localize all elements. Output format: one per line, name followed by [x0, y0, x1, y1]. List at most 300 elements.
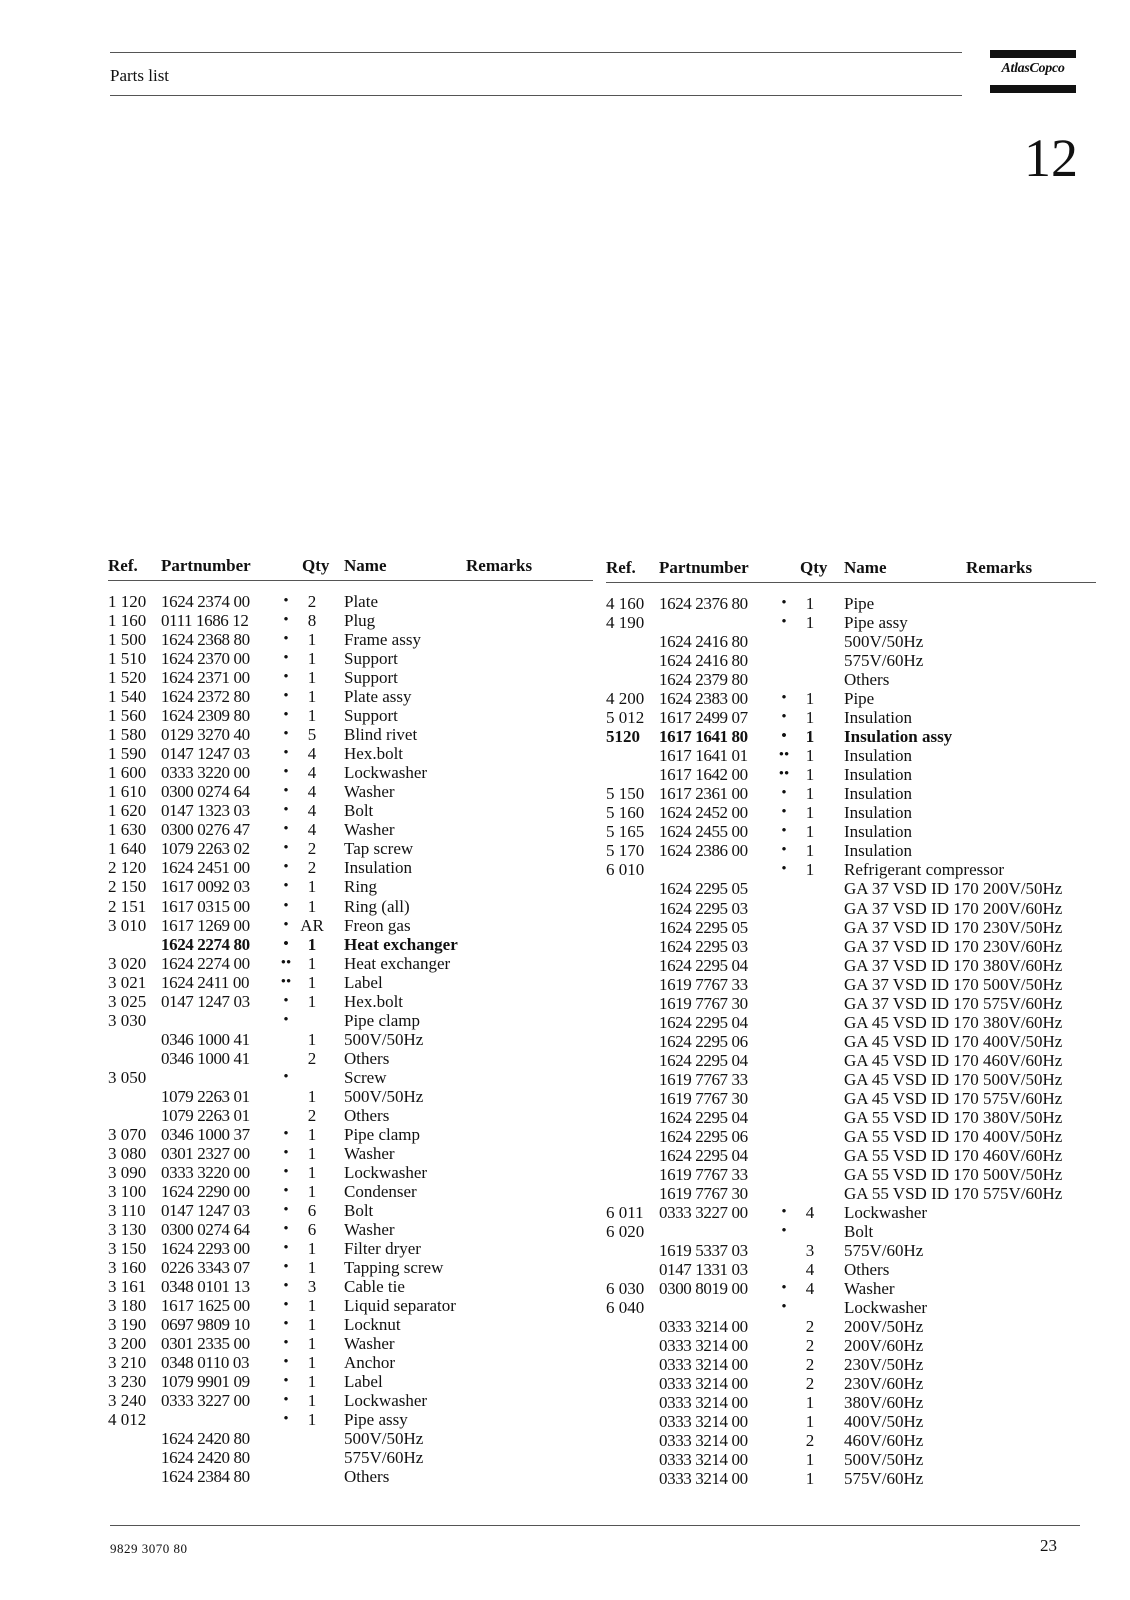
part-number-cell: 1624 2274 80	[161, 934, 250, 954]
marker-cell: •	[781, 690, 787, 707]
document-number: 9829 3070 80	[110, 1541, 188, 1556]
part-number-cell: 1619 5337 03	[659, 1241, 748, 1261]
part-number-cell: 0226 3343 07	[161, 1258, 250, 1278]
name-cell: 500V/50Hz	[844, 632, 924, 652]
ref-cell: 3 230	[108, 1372, 147, 1392]
name-cell: Plug	[344, 611, 376, 631]
name-cell: Insulation	[844, 765, 912, 785]
ref-cell: 1 500	[108, 630, 147, 650]
marker-cell: •	[283, 593, 289, 609]
part-number-cell: 1624 2371 00	[161, 668, 250, 688]
name-cell: Label	[344, 1372, 383, 1392]
marker-cell: •	[781, 785, 787, 802]
part-number-cell: 0111 1686 12	[161, 611, 249, 631]
ref-cell: 5 170	[606, 841, 645, 861]
qty-cell: 3	[805, 1241, 815, 1261]
marker-cell: •	[283, 1011, 289, 1028]
name-cell: Lockwasher	[344, 763, 428, 783]
part-number-cell: 1624 2295 06	[659, 1126, 748, 1146]
ref-cell: 4 012	[108, 1410, 147, 1430]
qty-cell: 1	[307, 972, 317, 992]
name-cell: Label	[344, 972, 383, 992]
part-number-cell: 1624 2416 80	[659, 651, 748, 671]
ref-cell: 6 010	[606, 860, 645, 880]
ref-cell: 2 151	[108, 896, 147, 916]
name-cell: Washer	[344, 1220, 395, 1240]
part-number-cell: 1079 2263 02	[161, 839, 250, 859]
name-cell: 575V/60Hz	[844, 1241, 924, 1261]
marker-cell: •	[283, 1240, 289, 1257]
qty-cell: 1	[307, 877, 317, 897]
name-cell: Lockwasher	[344, 1162, 428, 1182]
ref-cell: 3 190	[108, 1315, 147, 1335]
name-cell: Filter dryer	[344, 1239, 421, 1259]
part-number-cell: 0300 0276 47	[161, 820, 250, 840]
part-number-cell: 0333 3214 00	[659, 1450, 748, 1470]
part-number-cell: 0300 8019 00	[659, 1279, 748, 1299]
qty-cell: 1	[805, 841, 815, 861]
qty-cell: 8	[307, 611, 317, 631]
part-number-cell: 1617 0092 03	[161, 877, 250, 897]
marker-cell: •	[283, 764, 289, 781]
ref-cell: 3 160	[108, 1258, 147, 1278]
qty-cell: 1	[307, 1315, 317, 1335]
name-cell: Lockwasher	[844, 1203, 928, 1222]
marker-cell: •	[781, 861, 787, 878]
marker-cell: •	[283, 878, 289, 895]
marker-cell: •	[781, 804, 787, 821]
name-cell: 200V/50Hz	[844, 1317, 924, 1337]
name-cell: Tapping screw	[344, 1258, 444, 1278]
ref-cell: 1 620	[108, 801, 147, 821]
part-number-cell: 0147 1331 03	[659, 1260, 748, 1280]
qty-cell: 1	[307, 1372, 317, 1392]
name-cell: Liquid separator	[344, 1296, 456, 1316]
ref-cell: 4 200	[606, 689, 645, 709]
qty-cell: 6	[307, 1220, 317, 1240]
marker-cell: •	[283, 783, 289, 800]
part-number-cell: 0346 1000 37	[161, 1124, 250, 1144]
ref-cell: 1 640	[108, 839, 147, 859]
name-cell: Insulation	[844, 822, 912, 842]
name-cell: GA 37 VSD ID 170 380V/60Hz	[844, 955, 1063, 975]
part-number-cell: 1624 2295 04	[659, 1107, 748, 1127]
name-cell: GA 37 VSD ID 170 500V/50Hz	[844, 974, 1063, 994]
part-number-cell: 1619 7767 30	[659, 993, 748, 1013]
part-number-cell: 1624 2379 80	[659, 670, 748, 690]
part-number-cell: 0333 3214 00	[659, 1355, 748, 1375]
part-number-cell: 0333 3220 00	[161, 763, 250, 783]
name-cell: Insulation	[844, 708, 912, 728]
qty-cell: 1	[307, 1410, 317, 1430]
marker-cell: •	[283, 1221, 289, 1238]
part-number-cell: 0301 2335 00	[161, 1334, 250, 1354]
part-number-cell: 1624 2368 80	[161, 630, 250, 650]
name-cell: Washer	[344, 1143, 395, 1163]
header-name: Name	[344, 556, 387, 575]
part-number-cell: 0301 2327 00	[161, 1143, 250, 1163]
qty-cell: 2	[805, 1336, 815, 1356]
marker-cell: •	[283, 1182, 289, 1199]
qty-cell: 1	[805, 594, 815, 613]
part-number-cell: 0147 1323 03	[161, 801, 250, 821]
qty-cell: 1	[307, 668, 317, 688]
name-cell: Washer	[844, 1279, 895, 1299]
name-cell: Washer	[344, 782, 395, 802]
ref-cell: 3 161	[108, 1277, 147, 1297]
qty-cell: 2	[805, 1317, 815, 1337]
part-number-cell: 1624 2290 00	[161, 1181, 250, 1201]
name-cell: Bolt	[844, 1222, 874, 1242]
qty-cell: 1	[307, 649, 317, 669]
ref-cell: 1 540	[108, 687, 147, 707]
header-ref: Ref.	[606, 558, 636, 577]
ref-cell: 3 070	[108, 1124, 147, 1144]
ref-cell: 1 590	[108, 744, 147, 764]
qty-cell: 2	[307, 1105, 317, 1125]
header-qty: Qty	[302, 556, 330, 575]
marker-cell: •	[283, 1125, 289, 1142]
name-cell: Pipe assy	[844, 613, 908, 633]
name-cell: GA 37 VSD ID 170 200V/60Hz	[844, 898, 1063, 918]
name-cell: 575V/60Hz	[844, 1469, 924, 1489]
part-number-cell: 0300 0274 64	[161, 782, 250, 802]
part-number-cell: 1624 2420 80	[161, 1429, 250, 1449]
part-number-cell: 1624 2372 80	[161, 687, 250, 707]
qty-cell: 1	[307, 1143, 317, 1163]
name-cell: Pipe	[844, 689, 875, 709]
qty-cell: 1	[307, 630, 317, 650]
marker-cell: •	[283, 1144, 289, 1161]
ref-cell: 3 150	[108, 1239, 147, 1259]
ref-cell: 6 030	[606, 1279, 645, 1299]
qty-cell: 2	[307, 592, 317, 611]
name-cell: Heat exchanger	[344, 934, 458, 954]
qty-cell: 1	[307, 1124, 317, 1144]
header-rule	[108, 580, 593, 581]
part-number-cell: 1624 2309 80	[161, 706, 250, 726]
ref-cell: 3 025	[108, 991, 147, 1011]
name-cell: Locknut	[344, 1315, 401, 1335]
qty-cell: 4	[805, 1260, 815, 1280]
marker-cell: •	[781, 1280, 787, 1297]
qty-cell: 1	[307, 934, 317, 954]
part-number-cell: 0300 0274 64	[161, 1220, 250, 1240]
marker-cell: ••	[778, 766, 790, 783]
qty-cell: 2	[805, 1374, 815, 1394]
qty-cell: 4	[307, 820, 317, 840]
name-cell: Insulation	[844, 746, 912, 766]
name-cell: 200V/60Hz	[844, 1336, 924, 1356]
name-cell: 500V/50Hz	[344, 1029, 424, 1049]
part-number-cell: 1617 2499 07	[659, 708, 748, 728]
ref-cell: 3 240	[108, 1391, 147, 1411]
name-cell: Others	[344, 1105, 390, 1125]
part-number-cell: 0333 3214 00	[659, 1317, 748, 1337]
ref-cell: 4 190	[606, 613, 645, 633]
qty-cell: 1	[307, 1239, 317, 1259]
name-cell: Refrigerant compressor	[844, 860, 1005, 880]
name-cell: Insulation assy	[844, 727, 953, 747]
qty-cell: 1	[805, 860, 815, 880]
part-number-cell: 0147 1247 03	[161, 991, 250, 1011]
part-number-cell: 0333 3214 00	[659, 1393, 748, 1413]
marker-cell: •	[283, 935, 289, 952]
part-number-cell: 1624 2295 04	[659, 1012, 748, 1032]
ref-cell: 5120	[606, 727, 640, 747]
name-cell: Bolt	[344, 1201, 374, 1220]
qty-cell: 1	[307, 1181, 317, 1201]
header-bottom-rule	[110, 95, 962, 96]
qty-cell: 1	[805, 765, 815, 785]
part-number-cell: 0346 1000 41	[161, 1048, 250, 1068]
qty-cell: 1	[805, 689, 815, 709]
marker-cell: •	[781, 1299, 787, 1316]
name-cell: Ring (all)	[344, 896, 410, 916]
name-cell: 230V/60Hz	[844, 1374, 924, 1394]
logo-bottom-bar	[990, 85, 1076, 93]
name-cell: GA 45 VSD ID 170 380V/60Hz	[844, 1012, 1063, 1032]
header-part-number: Partnumber	[659, 558, 749, 577]
part-number-cell: 1617 1641 01	[659, 746, 748, 766]
marker-cell: •	[283, 688, 289, 705]
name-cell: GA 55 VSD ID 170 460V/60Hz	[844, 1145, 1063, 1165]
qty-cell: 3	[307, 1277, 317, 1297]
name-cell: Insulation	[844, 784, 912, 804]
name-cell: 230V/50Hz	[844, 1355, 924, 1375]
name-cell: Anchor	[344, 1353, 395, 1373]
part-number-cell: 0333 3227 00	[659, 1203, 748, 1222]
part-number-cell: 0333 3214 00	[659, 1374, 748, 1394]
part-number-cell: 1624 2295 04	[659, 1145, 748, 1165]
part-number-cell: 1624 2293 00	[161, 1239, 250, 1259]
ref-cell: 3 020	[108, 953, 147, 973]
part-number-cell: 1624 2451 00	[161, 858, 250, 878]
page-header-title: Parts list	[110, 66, 170, 85]
marker-cell: •	[781, 728, 787, 745]
qty-cell: 1	[805, 803, 815, 823]
qty-cell: 1	[805, 1412, 815, 1432]
marker-cell: •	[283, 821, 289, 838]
qty-cell: 1	[307, 1258, 317, 1278]
ref-cell: 3 100	[108, 1181, 147, 1201]
marker-cell: •	[781, 842, 787, 859]
part-number-cell: 1624 2295 06	[659, 1031, 748, 1051]
marker-cell: •	[283, 1202, 289, 1218]
ref-cell: 1 600	[108, 763, 147, 783]
part-number-cell: 1079 9901 09	[161, 1372, 250, 1392]
qty-cell: 2	[307, 858, 317, 878]
ref-cell: 6 040	[606, 1298, 645, 1318]
part-number-cell: 1624 2452 00	[659, 803, 748, 823]
name-cell: Hex.bolt	[344, 991, 404, 1011]
name-cell: Washer	[344, 1334, 395, 1354]
part-number-cell: 1624 2295 04	[659, 955, 748, 975]
name-cell: Condenser	[344, 1181, 417, 1201]
marker-cell: ••	[280, 973, 292, 990]
name-cell: GA 55 VSD ID 170 500V/50Hz	[844, 1164, 1063, 1184]
name-cell: Bolt	[344, 801, 374, 821]
qty-cell: 1	[307, 1029, 317, 1049]
qty-cell: 1	[307, 953, 317, 973]
name-cell: GA 45 VSD ID 170 460V/60Hz	[844, 1050, 1063, 1070]
part-number-cell: 1619 7767 33	[659, 974, 748, 994]
ref-cell: 4 160	[606, 594, 645, 613]
name-cell: Freon gas	[344, 915, 411, 935]
qty-cell: 1	[307, 1391, 317, 1411]
qty-cell: 4	[307, 801, 317, 821]
part-number-cell: 1619 7767 30	[659, 1183, 748, 1203]
name-cell: GA 55 VSD ID 170 575V/60Hz	[844, 1183, 1063, 1203]
footer-rule	[110, 1525, 1080, 1526]
marker-cell: ••	[280, 954, 292, 971]
chapter-number: 12	[1024, 128, 1078, 188]
part-number-cell: 1624 2411 00	[161, 972, 250, 992]
marker-cell: •	[283, 1163, 289, 1180]
part-number-cell: 1617 1625 00	[161, 1296, 250, 1316]
name-cell: GA 37 VSD ID 170 230V/60Hz	[844, 936, 1063, 956]
part-number-cell: 0333 3214 00	[659, 1469, 748, 1489]
name-cell: Lockwasher	[844, 1298, 928, 1318]
part-number-cell: 0346 1000 41	[161, 1029, 250, 1049]
marker-cell: •	[283, 1297, 289, 1314]
qty-cell: 1	[307, 687, 317, 707]
name-cell: GA 37 VSD ID 170 200V/50Hz	[844, 879, 1063, 899]
marker-cell: •	[283, 650, 289, 667]
name-cell: Insulation	[844, 841, 912, 861]
qty-cell: 1	[805, 1450, 815, 1470]
name-cell: Support	[344, 706, 398, 726]
part-number-cell: 1619 7767 33	[659, 1164, 748, 1184]
qty-cell: 1	[805, 708, 815, 728]
qty-cell: 2	[805, 1355, 815, 1375]
name-cell: 400V/50Hz	[844, 1412, 924, 1432]
part-number-cell: 1624 2295 03	[659, 898, 748, 918]
part-number-cell: 1624 2295 03	[659, 936, 748, 956]
part-number-cell: 1619 7767 30	[659, 1088, 748, 1108]
ref-cell: 3 110	[108, 1201, 146, 1220]
part-number-cell: 0129 3270 40	[161, 725, 250, 745]
marker-cell: •	[283, 1354, 289, 1371]
ref-cell: 1 510	[108, 649, 147, 669]
name-cell: 460V/60Hz	[844, 1431, 924, 1451]
qty-cell: 1	[805, 727, 815, 747]
marker-cell: •	[283, 897, 289, 914]
name-cell: 500V/50Hz	[344, 1086, 424, 1106]
ref-cell: 1 630	[108, 820, 147, 840]
part-number-cell: 0333 3220 00	[161, 1162, 250, 1182]
marker-cell: •	[283, 859, 289, 876]
name-cell: Insulation	[344, 858, 412, 878]
qty-cell: 4	[805, 1203, 815, 1222]
ref-cell: 3 021	[108, 972, 147, 992]
ref-cell: 3 090	[108, 1162, 147, 1182]
logo-top-bar	[990, 50, 1076, 58]
part-number-cell: 0333 3227 00	[161, 1391, 250, 1411]
part-number-cell: 1624 2383 00	[659, 689, 748, 709]
name-cell: GA 45 VSD ID 170 400V/50Hz	[844, 1031, 1063, 1051]
qty-cell: 4	[307, 744, 317, 764]
qty-cell: 5	[307, 725, 317, 745]
qty-cell: 4	[307, 782, 317, 802]
marker-cell: •	[283, 726, 289, 743]
name-cell: Hex.bolt	[344, 744, 404, 764]
marker-cell: •	[283, 840, 289, 857]
part-number-cell: 1624 2370 00	[161, 649, 250, 669]
part-number-cell: 1624 2416 80	[659, 632, 748, 652]
name-cell: GA 45 VSD ID 170 500V/50Hz	[844, 1069, 1063, 1089]
marker-cell: •	[283, 1259, 289, 1276]
ref-cell: 6 020	[606, 1222, 645, 1242]
marker-cell: •	[781, 1204, 787, 1220]
qty-cell: 1	[307, 896, 317, 916]
part-number-cell: 1624 2274 00	[161, 953, 250, 973]
name-cell: Pipe clamp	[344, 1124, 421, 1144]
ref-cell: 2 120	[108, 858, 147, 878]
name-cell: GA 37 VSD ID 170 230V/50Hz	[844, 917, 1063, 937]
part-number-cell: 1619 7767 33	[659, 1069, 748, 1089]
qty-cell: 1	[307, 1162, 317, 1182]
part-number-cell: 0147 1247 03	[161, 1201, 250, 1220]
marker-cell: •	[283, 1392, 289, 1409]
part-number-cell: 1617 1269 00	[161, 915, 250, 935]
name-cell: GA 55 VSD ID 170 380V/50Hz	[844, 1107, 1063, 1127]
name-cell: 575V/60Hz	[844, 651, 924, 671]
marker-cell: •	[283, 1278, 289, 1295]
part-number-cell: 1079 2263 01	[161, 1086, 250, 1106]
header-remarks: Remarks	[466, 556, 533, 575]
header-remarks: Remarks	[966, 558, 1033, 577]
marker-cell: •	[283, 745, 289, 762]
marker-cell: •	[781, 709, 787, 726]
name-cell: Plate assy	[344, 687, 412, 707]
name-cell: Cable tie	[344, 1277, 405, 1297]
part-number-cell: 0697 9809 10	[161, 1315, 250, 1335]
qty-cell: 1	[805, 1393, 815, 1413]
name-cell: Insulation	[844, 803, 912, 823]
name-cell: Blind rivet	[344, 725, 418, 745]
qty-cell: 1	[307, 991, 317, 1011]
marker-cell: •	[781, 823, 787, 840]
qty-cell: 4	[307, 763, 317, 783]
page-number: 23	[1040, 1536, 1057, 1555]
qty-cell: 1	[805, 822, 815, 842]
part-number-cell: 1617 1641 80	[659, 727, 748, 747]
ref-cell: 5 012	[606, 708, 645, 728]
ref-cell: 3 210	[108, 1353, 147, 1373]
ref-cell: 1 610	[108, 782, 147, 802]
marker-cell: •	[283, 1068, 289, 1085]
name-cell: Lockwasher	[344, 1391, 428, 1411]
marker-cell: •	[283, 1411, 289, 1428]
part-number-cell: 1624 2384 80	[161, 1467, 250, 1487]
part-number-cell: 0348 0101 13	[161, 1277, 250, 1297]
name-cell: GA 37 VSD ID 170 575V/60Hz	[844, 993, 1063, 1013]
marker-cell: •	[283, 631, 289, 648]
ref-cell: 3 080	[108, 1143, 147, 1163]
marker-cell: •	[283, 1335, 289, 1352]
qty-cell: 2	[307, 839, 317, 859]
marker-cell: •	[781, 614, 787, 631]
ref-cell: 3 180	[108, 1296, 147, 1316]
part-number-cell: 0147 1247 03	[161, 744, 250, 764]
name-cell: Ring	[344, 877, 378, 897]
part-number-cell: 0348 0110 03	[161, 1353, 250, 1373]
name-cell: 380V/60Hz	[844, 1393, 924, 1413]
ref-cell: 3 010	[108, 915, 147, 935]
qty-cell: 2	[805, 1431, 815, 1451]
ref-cell: 3 050	[108, 1067, 147, 1087]
